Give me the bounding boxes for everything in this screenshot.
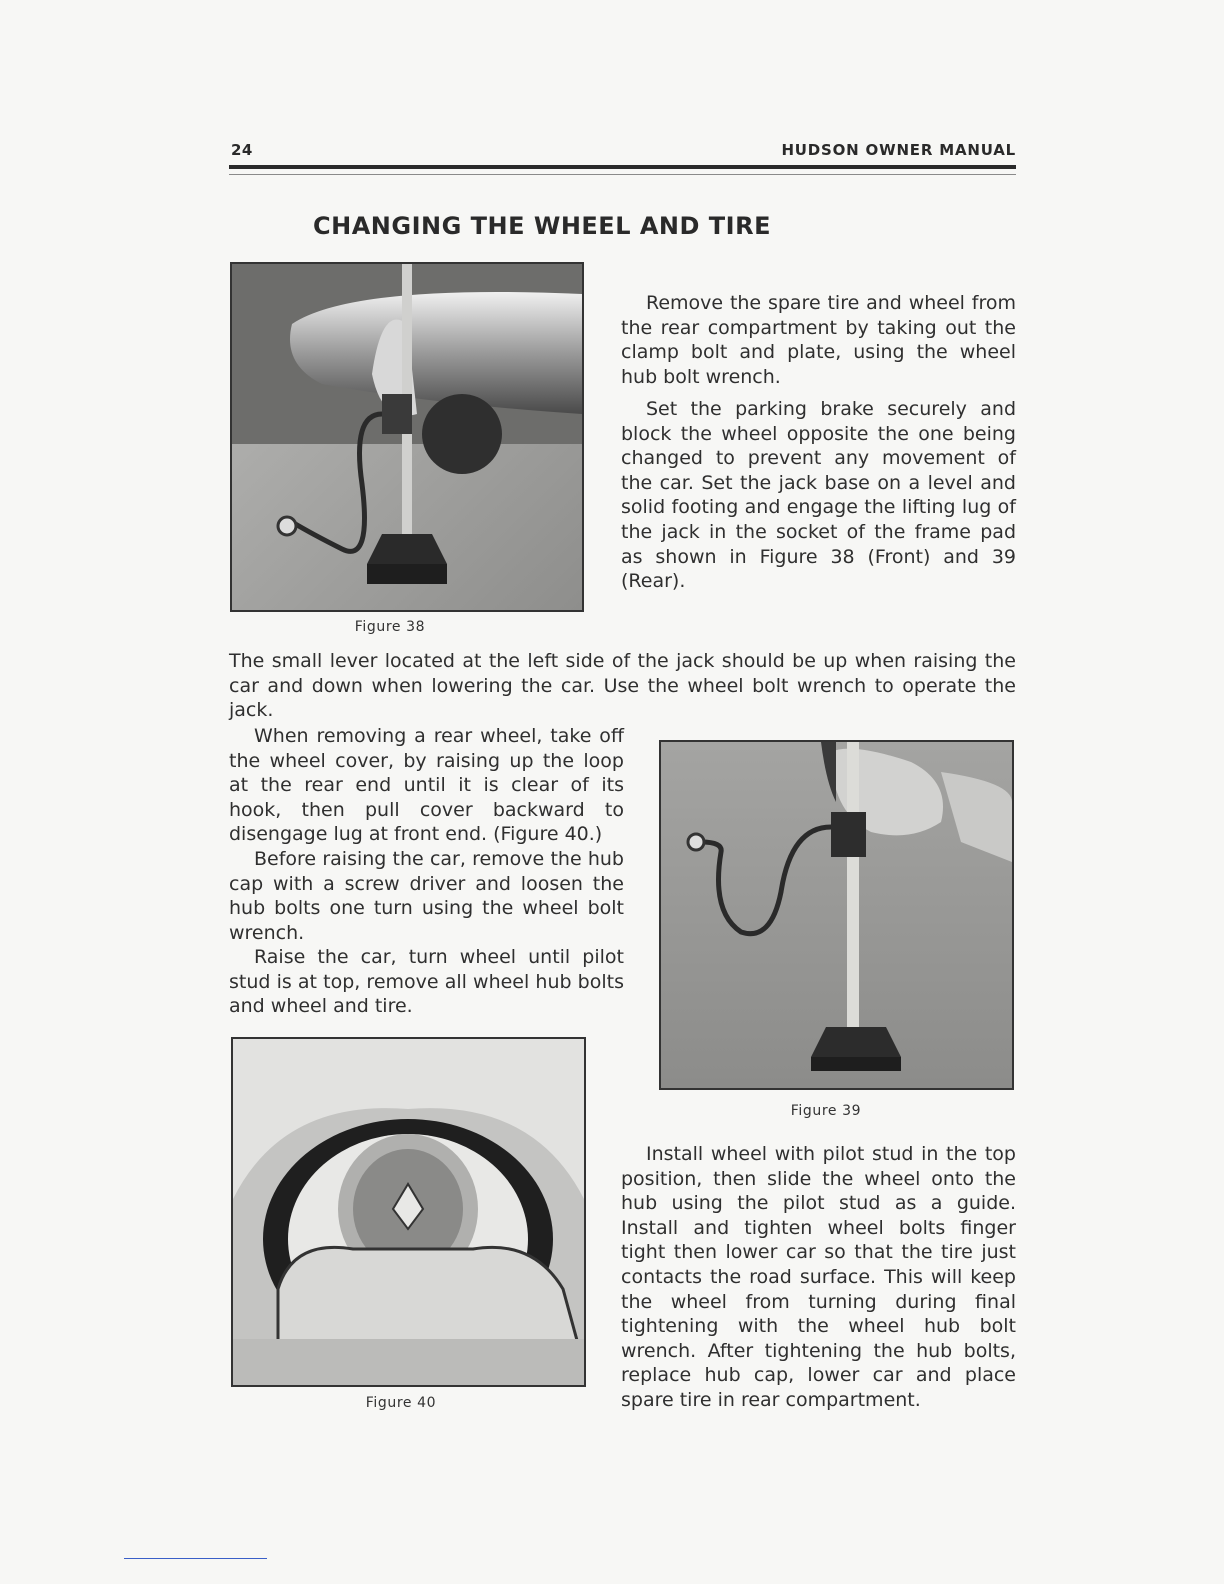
figure-40-image <box>231 1037 586 1387</box>
figure-39-image <box>659 740 1014 1090</box>
paragraph-install-wheel <box>621 1142 1016 1413</box>
header-rule <box>229 165 1016 169</box>
figure-38-caption: Figure 38 <box>354 619 426 635</box>
figure-40-caption: Figure 40 <box>365 1395 437 1411</box>
paragraph-text: Remove the spare tire and wheel from the rear compartment by taking out the clamp bolt and plate, using the wheel hub bolt wrench. <box>621 292 1016 388</box>
paragraph-small-lever <box>229 649 1016 723</box>
paragraph-text: Install wheel with pilot stud in the top position, then slide the wheel onto the hub using the pilot stud as a guide. Install and tighten wheel bolts finger tight then lower car so that the tire just contacts the road surface. This will keep the wheel from turning during final tightening with the wheel hub bolt wrench. After tightening the hub bolts, replace hub cap, lower car and place spare tire in rear compartment. <box>621 1143 1016 1411</box>
section-title: CHANGING THE WHEEL AND TIRE <box>313 212 771 240</box>
paragraph-text: Before raising the car, remove the hub cap with a screw driver and loosen the hub bolts one turn using the wheel bolt wrench. <box>229 848 624 944</box>
paragraph-parking-brake <box>621 397 1016 594</box>
paragraph-raise-car <box>229 945 624 1019</box>
page-number: 24 <box>231 141 253 159</box>
figure-39-caption: Figure 39 <box>790 1103 862 1119</box>
paragraph-text: The small lever located at the left side of the jack should be up when raising the car and down when lowering the car. Use the wheel bolt wrench to operate the jack. <box>229 650 1016 722</box>
paragraph-before-raising <box>229 847 624 945</box>
footer-line <box>124 1558 267 1559</box>
figure-38-image <box>230 262 584 612</box>
paragraph-text: When removing a rear wheel, take off the wheel cover, by raising up the loop at the rear end until it is clear of its hook, then pull cover backward to disengage lug at front end. (Figure 40.) <box>229 725 624 846</box>
paragraph-removing-rear-wheel <box>229 724 624 847</box>
manual-title: HUDSON OWNER MANUAL <box>781 141 1016 159</box>
paragraph-text: Raise the car, turn wheel until pilot stud is at top, remove all wheel hub bolts and wheel and tire. <box>229 946 624 1018</box>
paragraph-remove-spare <box>621 291 1016 389</box>
paragraph-text: Set the parking brake securely and block the wheel opposite the one being changed to prevent any movement of the car. Set the jack base on a level and solid footing and engage the lifting lug of the jack in the socket of the frame pad as shown in Figure 38 (Front) and 39 (Rear). <box>621 398 1016 593</box>
header-rule-thin <box>229 174 1016 175</box>
